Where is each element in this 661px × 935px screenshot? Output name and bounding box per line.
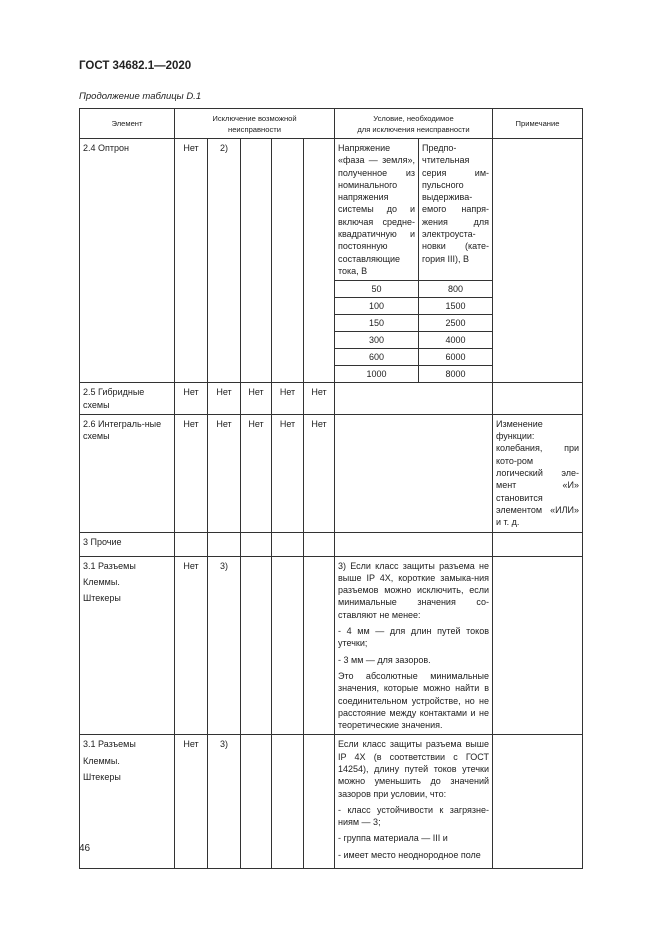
note-cell — [493, 532, 583, 556]
element-line: Клеммы. — [83, 576, 120, 587]
note-cell — [493, 383, 583, 415]
exclusion-cell — [304, 532, 335, 556]
impulse-value: 8000 — [419, 366, 493, 383]
condition-paragraph: 3) Если класс защиты разъема не выше IP 4X, короткие замыка-ния разъемов можно исключить, если минимальные значения со-ставляют не менее: — [338, 560, 489, 620]
exclusion-cell — [241, 735, 272, 869]
header-exclusion — [175, 109, 335, 139]
header-condition-line2: для исключения неисправности — [357, 124, 470, 134]
element-3-1 — [80, 735, 175, 869]
exclusion-cell — [241, 139, 272, 383]
element-2-6: 2.6 Интеграль-ные схемы — [80, 414, 175, 532]
exclusion-cell: Нет — [241, 414, 272, 532]
exclusion-cell — [272, 735, 304, 869]
condition-paragraph: Это абсолютные минимальные значения, которые можно найти в соединительном устройстве, но не расстояние между контактами и не теоретические значения. — [338, 670, 489, 731]
exclusion-cell: Нет — [175, 735, 208, 869]
exclusion-cell: Нет — [272, 383, 304, 415]
note-cell — [493, 556, 583, 735]
exclusion-cell — [272, 139, 304, 383]
condition-connectors-ip4x — [335, 556, 493, 735]
exclusion-cell — [241, 556, 272, 735]
condition-paragraph: - класс устойчивости к загрязне-ниям — 3; — [338, 804, 489, 828]
impulse-value: 6000 — [419, 349, 493, 366]
exclusion-cell — [175, 532, 208, 556]
header-element: Элемент — [80, 109, 175, 139]
exclusion-cell — [272, 532, 304, 556]
exclusion-cell — [241, 532, 272, 556]
condition-connectors-above-ip4x — [335, 735, 493, 869]
condition-paragraph: - имеет место неоднородное поле — [338, 849, 481, 860]
element-2-4: 2.4 Оптрон — [80, 139, 175, 383]
voltage-value: 150 — [335, 315, 419, 332]
table-row — [80, 139, 583, 281]
exclusion-cell: Нет — [175, 139, 208, 383]
exclusion-cell: 3) — [208, 556, 241, 735]
table-row — [80, 414, 583, 532]
impulse-value: 2500 — [419, 315, 493, 332]
exclusion-cell — [208, 532, 241, 556]
exclusion-cell — [304, 735, 335, 869]
condition-impulse-header: Предпо-чтительная серия им-пульсного выдержива-емого напря-жения для электроуста-новки (кате-гория III), В — [419, 139, 493, 281]
condition-paragraph: - 3 мм — для зазоров. — [338, 654, 431, 665]
exclusion-cell — [304, 556, 335, 735]
exclusion-cell: Нет — [208, 414, 241, 532]
header-note: Примечание — [493, 109, 583, 139]
standard-title: ГОСТ 34682.1—2020 — [79, 60, 192, 72]
header-condition-line1: Условие, необходимое — [373, 113, 454, 123]
voltage-value: 100 — [335, 298, 419, 315]
condition-paragraph: - 4 мм — для длин путей токов утечки; — [338, 626, 489, 649]
page-number: 46 — [79, 843, 91, 854]
exclusion-table — [79, 108, 583, 869]
note-cell — [493, 139, 583, 383]
exclusion-cell: 2) — [208, 139, 241, 383]
condition-paragraph: Если класс защиты разъема выше IP 4X (в соответствии с ГОСТ 14254), длину путей токов утечки можно уменьшить до значений зазоров при условии, что: — [338, 739, 489, 799]
table-row — [80, 532, 583, 556]
element-line: 3.1 Разъемы — [83, 739, 136, 750]
table-header-row — [80, 109, 583, 139]
table-row — [80, 556, 583, 735]
impulse-value: 800 — [419, 281, 493, 298]
exclusion-cell: 3) — [208, 735, 241, 869]
element-line: 3.1 Разъемы — [83, 560, 136, 571]
element-2-5: 2.5 Гибридные схемы — [80, 383, 175, 415]
note-cell — [493, 735, 583, 869]
element-line: Штекеры — [83, 593, 121, 604]
element-3: 3 Прочие — [80, 532, 175, 556]
table-row — [80, 735, 583, 869]
exclusion-cell: Нет — [304, 383, 335, 415]
condition-cell — [335, 532, 493, 556]
exclusion-cell — [304, 139, 335, 383]
impulse-value: 1500 — [419, 298, 493, 315]
element-line: Клеммы. — [83, 755, 120, 766]
header-exclusion-line2: неисправности — [228, 124, 281, 134]
voltage-value: 600 — [335, 349, 419, 366]
exclusion-cell: Нет — [175, 414, 208, 532]
table-row — [80, 383, 583, 415]
condition-cell — [335, 383, 493, 415]
table-continuation-caption: Продолжение таблицы D.1 — [79, 91, 202, 102]
exclusion-cell: Нет — [304, 414, 335, 532]
exclusion-cell: Нет — [175, 556, 208, 735]
condition-cell — [335, 414, 493, 532]
condition-voltage-header: Напряжение «фаза — земля», полученное из номинального напряжения системы до и включая средне-квадратичную и постоянную составляющие тока, В — [335, 139, 419, 281]
exclusion-cell: Нет — [272, 414, 304, 532]
condition-paragraph: - группа материала — III и — [338, 833, 448, 844]
exclusion-cell: Нет — [175, 383, 208, 415]
note-function-change: Изменение функции: колебания, при кото-ром логический эле-мент «И» становится элементом «ИЛИ» и т. д. — [493, 414, 583, 532]
exclusion-cell: Нет — [241, 383, 272, 415]
header-exclusion-line1: Исключение возможной — [212, 113, 297, 123]
voltage-value: 50 — [335, 281, 419, 298]
element-line: Штекеры — [83, 771, 121, 782]
impulse-value: 4000 — [419, 332, 493, 349]
voltage-value: 1000 — [335, 366, 419, 383]
voltage-value: 300 — [335, 332, 419, 349]
exclusion-cell: Нет — [208, 383, 241, 415]
header-condition — [335, 109, 493, 139]
element-3-1 — [80, 556, 175, 735]
exclusion-cell — [272, 556, 304, 735]
